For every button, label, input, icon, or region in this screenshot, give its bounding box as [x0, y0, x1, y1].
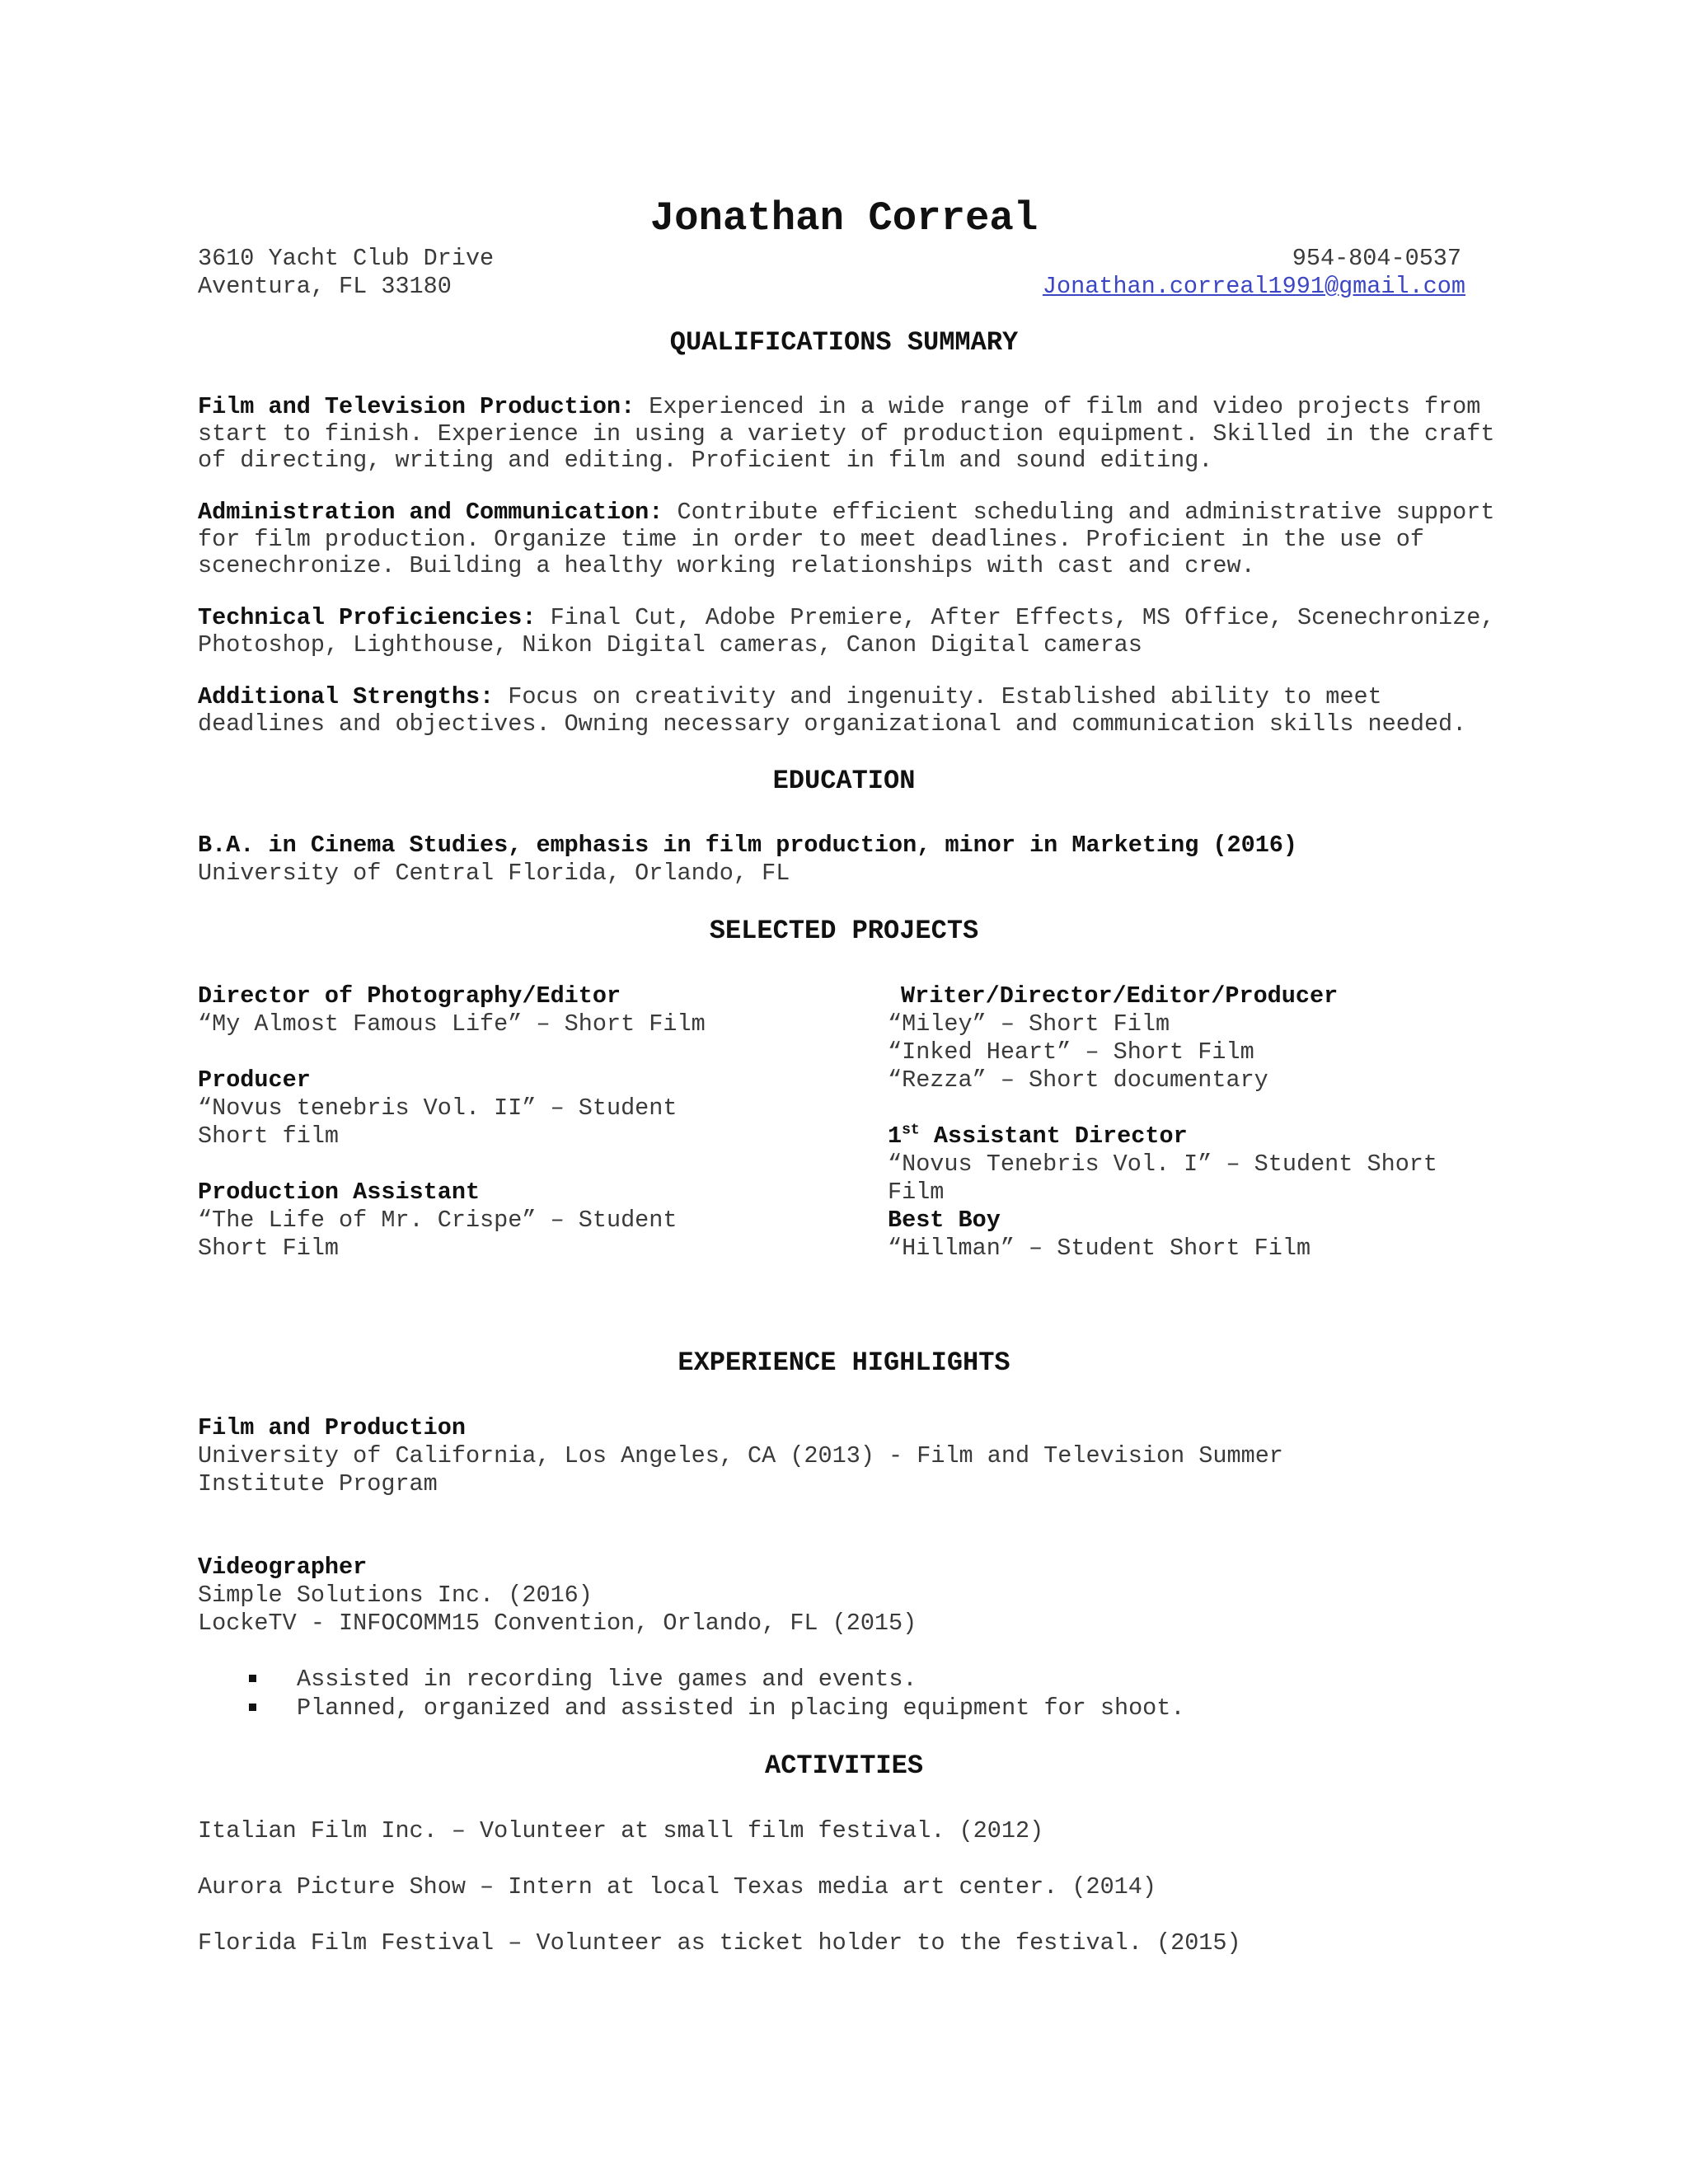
project-block — [198, 982, 706, 1038]
project-line: “Rezza” – Short documentary — [888, 1066, 1268, 1094]
project-role: Production Assistant — [198, 1179, 481, 1206]
project-block — [888, 1207, 1311, 1263]
activity-item: Italian Film Inc. – Volunteer at small film festival. (2012) — [198, 1817, 1044, 1844]
project-line: “Hillman” – Student Short Film — [888, 1235, 1311, 1262]
qualification-item — [198, 499, 1500, 580]
qualification-item — [198, 684, 1500, 738]
activities-heading: ACTIVITIES — [764, 1750, 924, 1781]
experience-line: Simple Solutions Inc. (2016) — [198, 1582, 593, 1609]
project-line: Short Film — [198, 1235, 340, 1262]
qualification-label: Administration and Communication: — [198, 499, 663, 526]
project-line: Short film — [198, 1122, 340, 1150]
qualification-item — [198, 605, 1500, 658]
email-link[interactable]: Jonathan.correal1991@gmail.com — [1042, 273, 1465, 300]
project-line: Film — [888, 1179, 945, 1206]
project-line: “Miley” – Short Film — [888, 1010, 1170, 1038]
project-block — [901, 982, 1338, 1010]
project-line: “The Life of Mr. Crispe” – Student — [198, 1207, 678, 1234]
experience-block — [198, 1414, 1283, 1498]
experience-bullet: Assisted in recording live games and events. — [297, 1666, 917, 1693]
experience-heading: EXPERIENCE HIGHLIGHTS — [678, 1347, 1010, 1378]
qualification-text: Focus on creativity and ingenuity. Established ability to meet deadlines and objectives. Owning necessary organizational and communication skills needed. — [198, 683, 1467, 738]
qualification-label: Technical Proficiencies: — [198, 604, 537, 631]
qualification-label: Additional Strengths: — [198, 683, 495, 710]
project-role: Best Boy — [888, 1207, 1001, 1234]
education-heading: EDUCATION — [772, 766, 916, 796]
qualification-text: Experienced in a wide range of film and video projects from start to finish. Experience in using a variety of production equipment. Skilled in the craft of directing, writing and editing. Proficient in film and sound editing. — [198, 393, 1495, 474]
project-block — [888, 1122, 1437, 1207]
project-lines — [888, 1010, 1268, 1094]
phone-number: 954-804-0537 — [1292, 245, 1461, 272]
project-block — [198, 1066, 678, 1151]
qualification-text: Contribute efficient scheduling and administrative support for film production. Organize time in order to meet deadlines. Proficient in the use of scenechronize. Building a healthy working relationships with cast and crew. — [198, 499, 1495, 579]
experience-line: University of California, Los Angeles, CA (2013) - Film and Television Summer — [198, 1442, 1283, 1469]
bullet-icon — [249, 1675, 256, 1682]
experience-block — [198, 1554, 917, 1638]
experience-role: Videographer — [198, 1554, 368, 1581]
activity-item: Florida Film Festival – Volunteer as ticket holder to the festival. (2015) — [198, 1929, 1241, 1957]
project-line: “Novus tenebris Vol. II” – Student — [198, 1094, 678, 1122]
experience-line: LockeTV - INFOCOMM15 Convention, Orlando, FL (2015) — [198, 1610, 917, 1637]
project-line: “Novus Tenebris Vol. I” – Student Short — [888, 1151, 1438, 1178]
projects-heading: SELECTED PROJECTS — [709, 916, 979, 946]
school: University of Central Florida, Orlando, FL — [198, 860, 790, 887]
candidate-name: Jonathan Correal — [649, 195, 1039, 241]
project-line: “My Almost Famous Life” – Short Film — [198, 1010, 706, 1038]
experience-bullet: Planned, organized and assisted in placing equipment for shoot. — [297, 1694, 1185, 1722]
project-line: “Inked Heart” – Short Film — [888, 1038, 1254, 1066]
activity-item: Aurora Picture Show – Intern at local Texas media art center. (2014) — [198, 1873, 1156, 1900]
address-line-2: Aventura, FL 33180 — [198, 273, 452, 300]
qualifications-heading: QUALIFICATIONS SUMMARY — [669, 327, 1019, 358]
qualification-item — [198, 394, 1500, 475]
bullet-icon — [249, 1704, 256, 1711]
degree: B.A. in Cinema Studies, emphasis in film production, minor in Marketing (2016) — [198, 832, 1298, 859]
project-role: Writer/Director/Editor/Producer — [901, 982, 1339, 1010]
qualification-label: Film and Television Production: — [198, 393, 635, 420]
experience-line: Institute Program — [198, 1470, 438, 1497]
project-block — [198, 1179, 678, 1263]
experience-role: Film and Production — [198, 1414, 466, 1441]
qualification-text: Final Cut, Adobe Premiere, After Effects, MS Office, Scenechronize, Photoshop, Lighthouse, Nikon Digital cameras, Canon Digital cameras — [198, 604, 1495, 658]
project-role: 1st Assistant Director — [888, 1122, 1188, 1150]
project-role: Producer — [198, 1066, 311, 1094]
project-role: Director of Photography/Editor — [198, 982, 621, 1010]
address-line-1: 3610 Yacht Club Drive — [198, 245, 495, 272]
